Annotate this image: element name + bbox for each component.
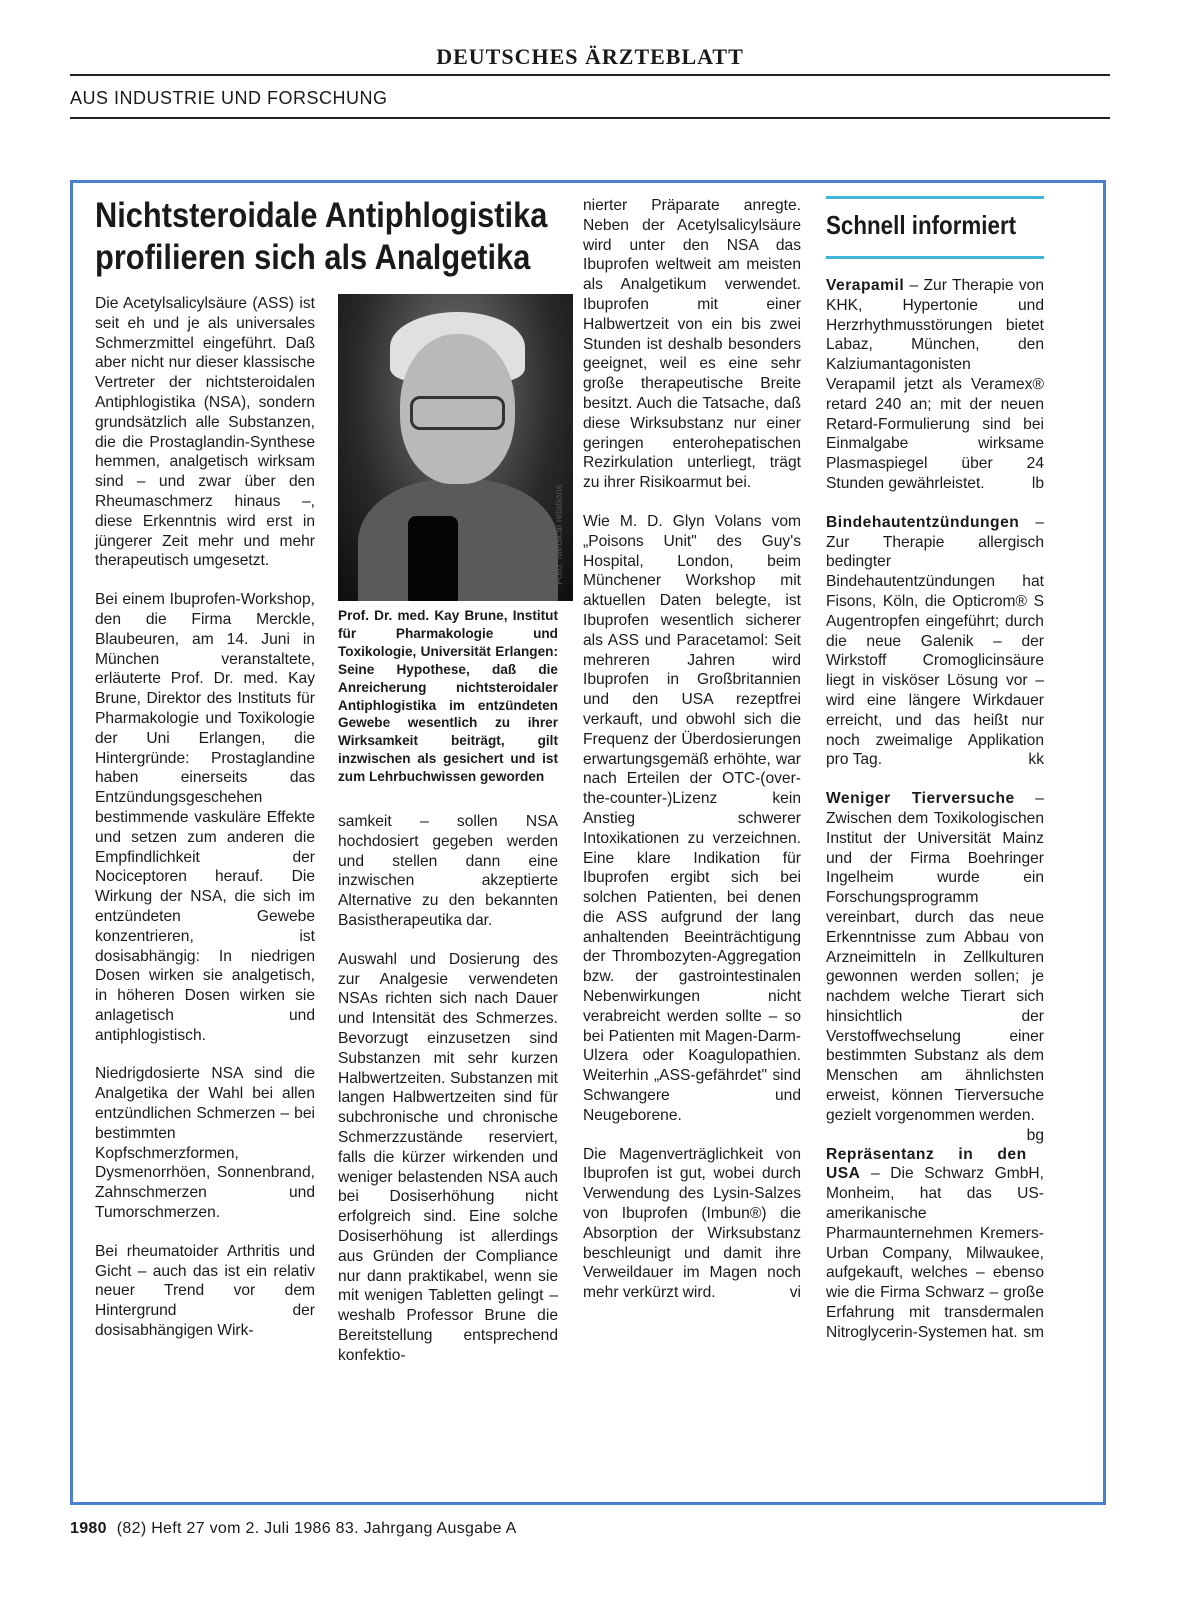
page-number: 1980 (70, 1520, 107, 1537)
paragraph: samkeit – sollen NSA hochdosiert gegeben werden und stellen dann eine inzwischen akzeptierte Alternative zu den bekannten Basistherapeutika dar. (338, 813, 558, 929)
section-title: AUS INDUSTRIE UND FORSCHUNG (70, 88, 388, 108)
article-column-2 (338, 812, 558, 1385)
paragraph-text: Die Magenverträglichkeit von Ibuprofen ist gut, wobei durch Verwendung des Lysin-Salzes von Ibuprofen (Imbun®) die Absorption der Wirksubstanz beschleunigt und damit ihre Verweildauer im Magen noch mehr verkürzt wird. (583, 1145, 801, 1302)
paragraph: Die Acetylsalicylsäure (ASS) ist seit eh und je als universales Schmerzmittel eingeführt. Daß aber nicht nur dieser klassische Vertreter der nichtsteroidalen Antiphlogistika (NSA), sondern grundsätzlich alle Substanzen, die die Prostaglandin-Synthese hemmen, analgetisch wirksam sind – und zwar über den Rheumaschmerz hinaus –, diese Erkenntnis wird erst in jüngerer Zeit mehr und mehr therapeutisch umgesetzt. (95, 295, 315, 570)
news-text: – Zur Therapie allergisch bedingter Bindehautentzündungen hat Fisons, Köln, die Opticrom® S Augentropfen eingeführt; durch die neue Galenik – der Wirkstoff Cromoglicinsäure liegt in visköser Lösung vor – wird eine längere Wirkdauer erreicht, und das heißt nur noch zweimalige Applikation pro Tag. (826, 513, 1044, 769)
author-signature: vi (789, 1284, 801, 1302)
news-text: – Zwischen dem Toxikologischen Institut der Universität Mainz und der Firma Boehringer Ingelheim wurde ein Forschungsprogramm vereinbart, durch das neue Erkenntnisse zum Abbau von Arzneimitteln in Zellkulturen gewonnen werden sollen; je nachdem welche Tierart sich hinsichtlich der Verstoffwechselung einer bestimmten Substanz als dem Menschen am ähnlichsten erweist, können Tierversuche gezielt vorgenommen werden. (826, 790, 1044, 1124)
news-text: – Die Schwarz GmbH, Monheim, hat das US-amerikanische Pharmaunternehmen Kremers-Urban Company, Milwaukee, aufgekauft, welches – ebenso wie die Firma Schwarz – große Erfahrung mit transdermalen Nitroglycerin-Systemen hat. (826, 1165, 1044, 1341)
page-footer (70, 1520, 517, 1538)
photo-credit: Foto: Medical relations (554, 484, 565, 585)
paragraph: Bei einem Ibuprofen-Workshop, den die Firma Merckle, Blaubeuren, am 14. Juni in München veranstaltete, erläuterte Prof. Dr. med. Kay Brune, Direktor des Instituts für Pharmakologie und Toxikologie der Uni Erlangen, die Hintergründe: Prostaglandine haben einerseits das Entzündungsgeschehen bestimmende vaskuläre Effekte und setzen zum anderen die Empfindlichkeit der Nociceptoren herauf. Die Wirkung der NSA, die sich im entzündeten Gewebe konzentrieren, ist dosisabhängig: In niedrigen Dosen wirken sie analgetisch, in höheren Dosen wirken sie anlagetisch und antiphlogistisch. (95, 591, 315, 1044)
news-keyword: Repräsentanz in den USA (826, 1145, 1027, 1183)
masthead: DEUTSCHES ÄRZTEBLATT (436, 44, 744, 69)
masthead-rule (70, 74, 1110, 76)
issue-info: (82) Heft 27 vom 2. Juli 1986 83. Jahrgang Ausgabe A (116, 1520, 517, 1537)
photo-microphone (408, 516, 458, 601)
sidebar-title: Schnell informiert (826, 210, 1017, 240)
paragraph: Niedrigdosierte NSA sind die Analgetika der Wahl bei allen entzündlichen Schmerzen – bei bestimmten Kopfschmerzformen, Dysmenorrhöen, Sonnenbrand, Zahnschmerzen und Tumorschmerzen. (95, 1065, 315, 1222)
news-text: – Zur Therapie von KHK, Hypertonie und Herzrhythmusstörungen bietet Labaz, München, den Kalziumantagonisten Verapamil jetzt als Veramex® retard 240 an; mit der neuen Retard-Formulierung sind bei Einmalgabe wirksame Plasmaspiegel über 24 Stunden gewährleistet. (826, 277, 1044, 492)
paragraph: Wie M. D. Glyn Volans vom „Poisons Unit" des Guy's Hospital, London, beim Münchener Workshop mit aktuellen Daten belegte, ist Ibuprofen wesentlich sicherer als ASS und Paracetamol: Seit mehreren Jahren wird Ibuprofen in Großbritannien und den USA rezeptfrei verkauft, und obwohl sich die Frequenz der Überdosierungen erwartungsgemäß erhöhte, war nach Erteilen der OTC-(over-the-counter-)Lizenz kein Anstieg schwerer Intoxikationen zu verzeichnen. Eine klare Indikation für Ibuprofen ergibt sich bei solchen Patienten, bei denen die ASS aufgrund der lang anhaltenden Beeinträchtigung der Thrombozyten-Aggregation bzw. der gastrointestinalen Nebenwirkungen nicht verabreicht werden sollte – so bei Patienten mit Magen-Darm-Ulzera oder Koagulopathien. Weiterhin „ASS-gefährdet" sind Schwangere und Neugeborene. (583, 512, 801, 1124)
news-keyword: Verapamil (826, 277, 905, 294)
sidebar-title-rule (826, 256, 1044, 259)
paragraph: Auswahl und Dosierung des zur Analgesie verwendeten NSAs richten sich nach Dauer und Intensität des Schmerzes. Bevorzugt einzusetzen sind Substanzen mit sehr kurzen Halbwertzeiten. Substanzen mit langen Halbwertzeiten sind für subchronische und chronische Schmerzzustände reserviert, falls die kürzer wirkenden und weniger belastenden NSA auch bei Dosiserhöhung nicht erfolgreich sind. Eine solche Dosiserhöhung ist allerdings aus Gründen der Compliance nur dann praktikabel, wenn sie mit wenigen Tabletten gelingt – weshalb Professor Brune die Bereitstellung entsprechend konfektio- (338, 950, 558, 1364)
news-keyword: Bindehautentzündungen (826, 513, 1020, 531)
news-item (826, 789, 1044, 1144)
news-keyword: Weniger Tierversuche (826, 790, 1015, 808)
sidebar-top-rule (826, 196, 1044, 199)
photo-caption: Prof. Dr. med. Kay Brune, Institut für Pharmakologie und Toxikologie, Universität Erlangen: Seine Hypothese, daß die Anreicherung nichtsteroidaler Antiphlogistika im entzündeten Gewebe wesentlich zu ihrer Wirksamkeit beiträgt, gilt inzwischen als gesichert und ist zum Lehrbuchwissen geworden (338, 608, 558, 785)
section-rule (70, 117, 1110, 119)
news-item (826, 276, 1044, 494)
paragraph (583, 1145, 801, 1303)
news-signature: sm (1023, 1323, 1044, 1341)
news-signature: kk (1028, 751, 1044, 769)
news-item (826, 513, 1044, 770)
article-column-3 (583, 196, 801, 1322)
article-headline: Nichtsteroidale Antiphlogistika profilieren sich als Analgetika (95, 196, 548, 277)
portrait-photo (338, 294, 573, 601)
photo-body (358, 479, 558, 601)
article-column-1 (95, 294, 315, 1360)
news-signature: lb (1031, 474, 1044, 492)
photo-glasses (410, 396, 505, 430)
sidebar-column (826, 276, 1044, 1362)
news-item (826, 1145, 1044, 1343)
news-signature: bg (1026, 1126, 1044, 1144)
paragraph: nierter Präparate anregte. Neben der Acetylsalicylsäure wird unter den NSA das Ibuprofen weltweit am meisten als Analgetikum verwendet. Ibuprofen mit einer Halbwertzeit von ein bis zwei Stunden ist deshalb besonders geeignet, weil es eine sehr große therapeutische Breite besitzt. Auch die Tatsache, daß diese Wirksubstanz nur einer geringen enterohepatischen Rezirkulation unterliegt, trägt zu ihrer Risikoarmut bei. (583, 197, 801, 492)
paragraph: Bei rheumatoider Arthritis und Gicht – auch das ist ein relativ neuer Trend vor dem Hintergrund der dosisabhängigen Wirk- (95, 1242, 315, 1340)
